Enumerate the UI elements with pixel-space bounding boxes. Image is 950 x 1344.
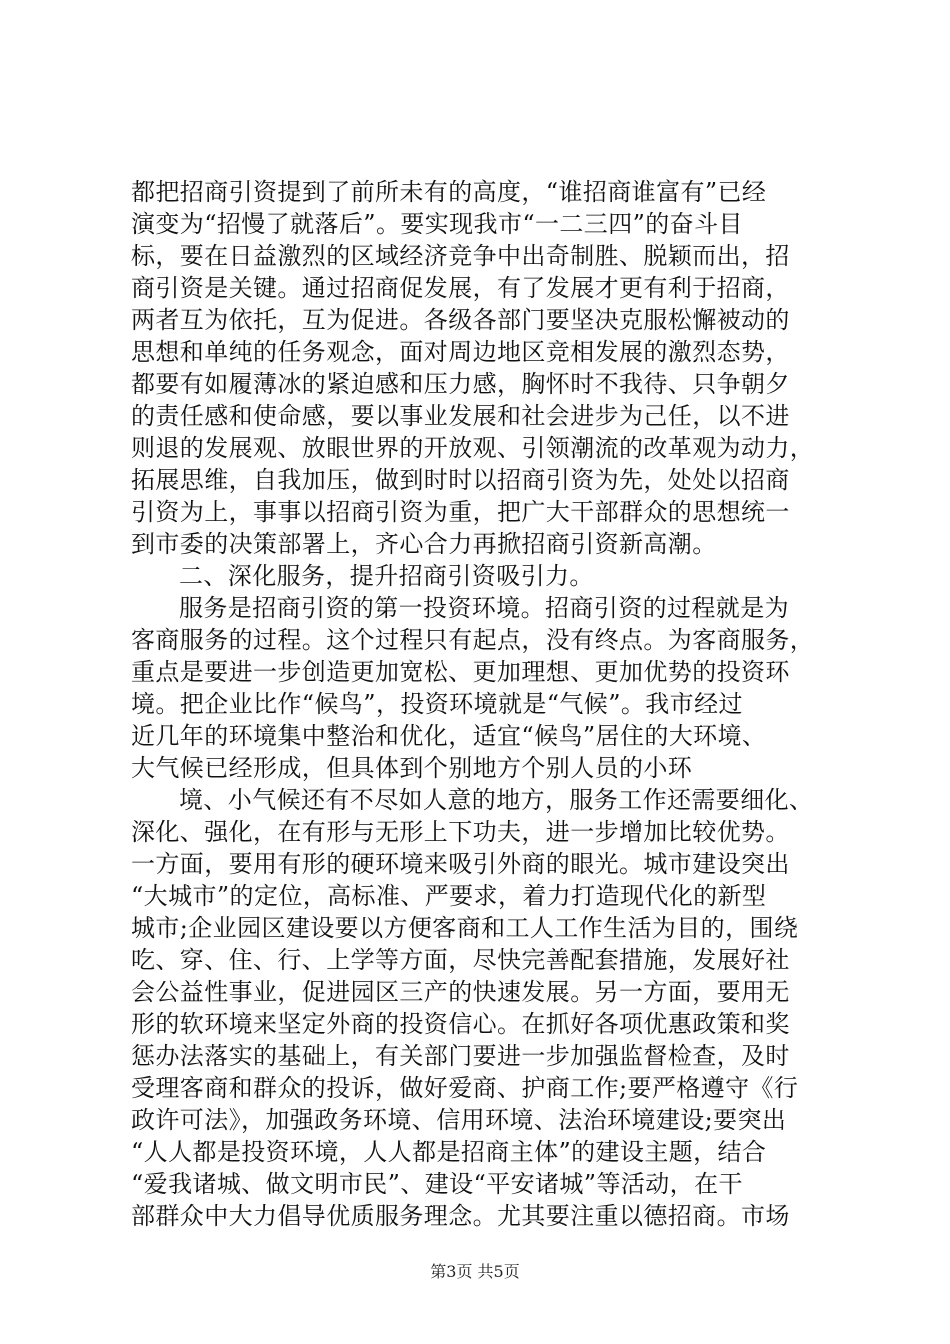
text-line: 城市;企业园区建设要以方便客商和工人工作生活为目的，围绕 <box>131 914 799 942</box>
text-line: 惩办法落实的基础上，有关部门要进一步加强监督检查，及时 <box>131 1042 790 1070</box>
text-line: “大城市”的定位，高标准、严要求，着力打造现代化的新型 <box>131 882 767 910</box>
text-line: “爱我诸城、做文明市民”、建设“平安诸城”等活动，在干 <box>131 1170 743 1198</box>
text-line: 境、小气候还有不尽如人意的地方，服务工作还需要细化、 <box>179 786 814 814</box>
text-line: 都要有如履薄冰的紧迫感和压力感，胸怀时不我待、只争朝夕 <box>131 370 790 398</box>
text-line: 近几年的环境集中整治和优化，适宜“候鸟”居住的大环境、 <box>131 722 767 750</box>
text-line: 政许可法》，加强政务环境、信用环境、法治环境建设;要突出 <box>131 1106 787 1134</box>
text-line: 两者互为依托，互为促进。各级各部门要坚决克服松懈被动的 <box>131 306 790 334</box>
text-line: 则退的发展观、放眼世界的开放观、引领潮流的改革观为动力， <box>131 434 815 462</box>
text-line: 部群众中大力倡导优质服务理念。尤其要注重以德招商。市场 <box>131 1202 790 1230</box>
text-line: 到市委的决策部署上，齐心合力再掀招商引资新高潮。 <box>131 530 717 558</box>
page-footer: 第3页 共5页 <box>430 1262 520 1281</box>
text-line: 会公益性事业，促进园区三产的快速发展。另一方面，要用无 <box>131 978 790 1006</box>
text-line: 一方面，要用有形的硬环境来吸引外商的眼光。城市建设突出 <box>131 850 790 878</box>
text-line: 商引资是关键。通过招商促发展，有了发展才更有利于招商， <box>131 274 790 302</box>
text-line: 深化、强化，在有形与无形上下功夫，进一步增加比较优势。 <box>131 818 790 846</box>
text-line: 的责任感和使命感，要以事业发展和社会进步为己任，以不进 <box>131 402 790 430</box>
text-line: 受理客商和群众的投诉，做好爱商、护商工作;要严格遵守《行 <box>131 1074 799 1102</box>
text-line: 大气候已经形成，但具体到个别地方个别人员的小环 <box>131 754 693 782</box>
text-line: 境。把企业比作“候鸟”，投资环境就是“气候”。我市经过 <box>131 690 743 718</box>
text-line: 重点是要进一步创造更加宽松、更加理想、更加优势的投资环 <box>131 658 790 686</box>
text-line: 拓展思维，自我加压，做到时时以招商引资为先，处处以招商 <box>131 466 790 494</box>
text-line: 演变为“招慢了就落后”。要实现我市“一二三四”的奋斗目 <box>131 210 743 238</box>
document-body <box>131 176 841 1232</box>
text-line: 都把招商引资提到了前所未有的高度，“谁招商谁富有”已经 <box>131 178 767 206</box>
text-line: 客商服务的过程。这个过程只有起点，没有终点。为客商服务， <box>131 626 815 654</box>
text-line: 吃、穿、住、行、上学等方面，尽快完善配套措施，发展好社 <box>131 946 790 974</box>
text-line: “人人都是投资环境，人人都是招商主体”的建设主题，结合 <box>131 1138 767 1166</box>
text-line: 标，要在日益激烈的区域经济竞争中出奇制胜、脱颖而出，招 <box>131 242 790 270</box>
text-line: 服务是招商引资的第一投资环境。招商引资的过程就是为 <box>179 594 789 622</box>
text-line: 引资为上，事事以招商引资为重，把广大干部群众的思想统一 <box>131 498 790 526</box>
text-line: 二、深化服务，提升招商引资吸引力。 <box>179 562 594 590</box>
text-line: 形的软环境来坚定外商的投资信心。在抓好各项优惠政策和奖 <box>131 1010 790 1038</box>
text-line: 思想和单纯的任务观念，面对周边地区竞相发展的激烈态势， <box>131 338 790 366</box>
